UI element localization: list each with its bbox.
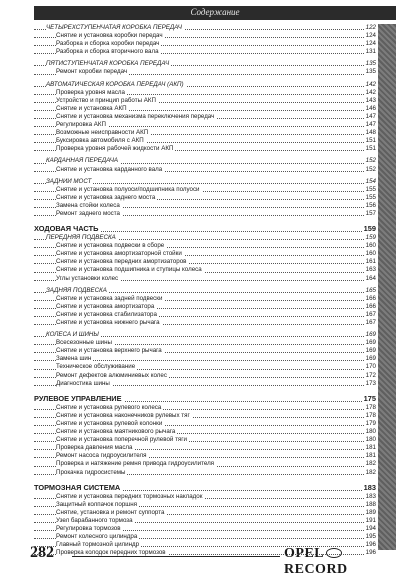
toc-entry-title: Снятие и установка подвески в сборе bbox=[56, 242, 165, 250]
toc-entry-page: 169 bbox=[365, 331, 376, 339]
toc-entry-page: 196 bbox=[365, 541, 376, 549]
toc-entry bbox=[34, 250, 376, 258]
toc-entry bbox=[34, 517, 376, 525]
toc-entry bbox=[34, 113, 376, 121]
toc-entry bbox=[34, 339, 376, 347]
toc-entry-title: Снятие и установка рулевой колонки bbox=[56, 419, 163, 427]
toc-section bbox=[34, 81, 376, 89]
toc-section bbox=[34, 60, 376, 68]
toc-entry-page: 135 bbox=[365, 68, 376, 76]
toc-entry-title: ЗАДНЯЯ ПОДВЕСКА bbox=[46, 286, 107, 294]
toc-entry bbox=[34, 303, 376, 311]
toc-entry bbox=[34, 186, 376, 194]
toc-entry-title: Снятие и установка карданного вала bbox=[56, 165, 163, 173]
toc-entry-title: Снятие и установка передних тормозных накладок bbox=[56, 492, 203, 500]
toc-entry bbox=[34, 311, 376, 319]
toc-entry-title: Снятие и установка задней подвески bbox=[56, 294, 163, 302]
toc-entry-title: Защитный колпачок поршня bbox=[56, 500, 138, 508]
toc-entry-page: 154 bbox=[365, 177, 376, 185]
toc-entry-page: 157 bbox=[365, 209, 376, 217]
toc-entry-page: 172 bbox=[365, 371, 376, 379]
toc-entry-page: 143 bbox=[365, 96, 376, 104]
toc-entry-title: Проверка уровня масла bbox=[56, 88, 125, 96]
toc-entry-title: Ремонт коробки передач bbox=[56, 68, 128, 76]
toc-entry-title: Снятие и установка нижнего рычага bbox=[56, 319, 160, 326]
toc-entry bbox=[34, 525, 376, 533]
toc-entry bbox=[34, 355, 376, 363]
toc-entry bbox=[34, 509, 376, 517]
toc-entry-title: Диагностика шины bbox=[56, 379, 110, 387]
toc-entry-page: 179 bbox=[365, 419, 376, 427]
toc-entry-page: 181 bbox=[365, 452, 376, 460]
toc-entry-page: 196 bbox=[365, 549, 376, 557]
toc-entry-title: Снятие и установка полуоси/подшипника полуоси bbox=[56, 185, 200, 193]
toc-entry-title: Снятие и установка наконечников рулевых тяг bbox=[56, 411, 190, 419]
toc-entry-page: 182 bbox=[365, 468, 376, 476]
toc-entry-title: Снятие и установка АКП bbox=[56, 104, 127, 112]
toc-entry-page: 182 bbox=[365, 460, 376, 468]
toc-entry-title: ХОДОВАЯ ЧАСТЬ bbox=[34, 224, 99, 234]
toc-entry-title: Ремонт насоса гидроусилителя bbox=[56, 452, 147, 460]
toc-entry-title: Регулировка АКП bbox=[56, 121, 106, 129]
toc-section bbox=[34, 287, 376, 295]
toc-entry-page: 159 bbox=[365, 234, 376, 242]
toc-entry-title: Ремонт колесного цилиндра bbox=[56, 533, 138, 541]
toc-entry-page: 165 bbox=[365, 286, 376, 294]
toc-entry-page: 170 bbox=[365, 363, 376, 371]
toc-entry bbox=[34, 501, 376, 509]
toc-entry-page: 155 bbox=[365, 185, 376, 193]
toc-entry bbox=[34, 40, 376, 48]
toc-entry-title: Замена стойки колеса bbox=[56, 201, 120, 209]
toc-entry-title: Углы установки колес bbox=[56, 274, 119, 282]
toc-entry-page: 167 bbox=[365, 310, 376, 318]
toc-entry-page: 191 bbox=[365, 516, 376, 524]
toc-section bbox=[34, 157, 376, 165]
toc-entry-title: Разборка и сборка вторичного вала bbox=[56, 48, 159, 56]
toc-entry-page: 189 bbox=[365, 508, 376, 516]
toc-entry-page: 135 bbox=[365, 60, 376, 68]
toc-entry bbox=[34, 275, 376, 283]
toc-entry-page: 159 bbox=[363, 224, 376, 234]
toc-entry-page: 122 bbox=[365, 24, 376, 31]
toc-entry bbox=[34, 319, 376, 327]
toc-entry-page: 188 bbox=[365, 500, 376, 508]
toc-entry bbox=[34, 258, 376, 266]
toc-entry-title: Снятие и установка маятникового рычага bbox=[56, 428, 176, 436]
logo-text-right: RECORD bbox=[284, 562, 348, 577]
toc-entry bbox=[34, 242, 376, 250]
toc-entry-title: Снятие и установка рулевого колеса bbox=[56, 403, 162, 411]
toc-entry-title: Проверка колодок передних тормозов bbox=[56, 549, 166, 557]
toc-entry-page: 180 bbox=[365, 436, 376, 444]
toc-entry bbox=[34, 210, 376, 218]
toc-entry bbox=[34, 436, 376, 444]
toc-entry bbox=[34, 295, 376, 303]
toc-entry bbox=[34, 266, 376, 274]
toc-entry bbox=[34, 202, 376, 210]
toc-entry-page: 183 bbox=[363, 482, 376, 492]
decorative-side-strip bbox=[378, 24, 396, 550]
toc-entry-title: Снятие и установка поперечной рулевой тяги bbox=[56, 436, 187, 444]
toc-entry-page: 166 bbox=[365, 302, 376, 310]
toc-entry-title: Замена шин bbox=[56, 355, 92, 363]
toc-entry-page: 152 bbox=[365, 165, 376, 173]
footer-rule bbox=[72, 556, 280, 557]
toc-entry-title: ЧЕТЫРЕХСТУПЕНЧАТАЯ КОРОБКА ПЕРЕДАЧ bbox=[46, 24, 182, 31]
toc-entry-page: 161 bbox=[365, 258, 376, 266]
toc-entry-title: ЗАДНИЙ МОСТ bbox=[46, 177, 92, 185]
toc-entry-title: Снятие и установка механизма переключения передач bbox=[56, 112, 215, 120]
toc-entry-title: Ремонт заднего моста bbox=[56, 209, 120, 217]
toc-entry bbox=[34, 145, 376, 153]
toc-entry-title: КАРДАННАЯ ПЕРЕДАЧА bbox=[46, 157, 118, 165]
toc-entry-page: 181 bbox=[365, 444, 376, 452]
toc-chapter bbox=[34, 394, 376, 404]
toc-entry bbox=[34, 48, 376, 56]
toc-entry-page: 178 bbox=[365, 403, 376, 411]
toc-entry bbox=[34, 404, 376, 412]
toc-section bbox=[34, 178, 376, 186]
toc-entry bbox=[34, 380, 376, 388]
toc-entry-title: Снятие и установка подшипника и ступицы колеса bbox=[56, 266, 202, 274]
toc-entry bbox=[34, 460, 376, 468]
toc-entry-title: Разборка и сборка коробки передач bbox=[56, 40, 160, 48]
toc-entry bbox=[34, 166, 376, 174]
toc-entry bbox=[34, 452, 376, 460]
toc-entry-title: Буксировка автомобиля с АКП bbox=[56, 137, 144, 145]
toc-entry bbox=[34, 68, 376, 76]
toc-entry-page: 175 bbox=[363, 393, 376, 403]
toc-section bbox=[34, 331, 376, 339]
toc-entry-page: 148 bbox=[365, 129, 376, 137]
toc-entry bbox=[34, 420, 376, 428]
brand-logo bbox=[284, 546, 406, 578]
toc-entry-page: 173 bbox=[365, 379, 376, 387]
toc-entry-page: 155 bbox=[365, 193, 376, 201]
toc-entry bbox=[34, 97, 376, 105]
toc-entry-title: ПЯТИСТУПЕНЧАТАЯ КОРОБКА ПЕРЕДАЧ bbox=[46, 60, 170, 68]
toc-entry-title: Проверка и натяжение ремня привода гидроусилителя bbox=[56, 460, 215, 468]
toc-entry-title: Прокачка гидросистемы bbox=[56, 468, 126, 476]
toc-entry-page: 169 bbox=[365, 347, 376, 355]
toc-entry-page: 178 bbox=[365, 411, 376, 419]
toc-entry bbox=[34, 444, 376, 452]
page-number: 282 bbox=[30, 544, 54, 561]
logo-text-left: OPEL bbox=[284, 546, 325, 561]
toc-entry-page: 147 bbox=[365, 112, 376, 120]
toc-entry-page: 169 bbox=[365, 339, 376, 347]
toc-entry bbox=[34, 137, 376, 145]
toc-entry-page: 124 bbox=[365, 32, 376, 40]
toc-entry-title: Снятие и установка коробки передач bbox=[56, 32, 163, 40]
toc-entry-page: 160 bbox=[365, 242, 376, 250]
toc-entry bbox=[34, 412, 376, 420]
toc-entry-title: Проверка давления масла bbox=[56, 444, 133, 452]
toc-entry bbox=[34, 121, 376, 129]
header-title: Содержание bbox=[190, 7, 240, 17]
toc-entry-page: 167 bbox=[365, 319, 376, 326]
toc-entry-page: 146 bbox=[365, 104, 376, 112]
toc-entry-title: РУЛЕВОЕ УПРАВЛЕНИЕ bbox=[34, 393, 122, 403]
toc-entry-page: 195 bbox=[365, 533, 376, 541]
table-of-contents bbox=[34, 24, 376, 557]
toc-entry-title: Главный тормозной цилиндр bbox=[56, 541, 140, 549]
toc-entry bbox=[34, 493, 376, 501]
toc-entry-title: Ремонт дефектов алюминиевых колес bbox=[56, 371, 167, 379]
toc-entry-title: Снятие и установка заднего моста bbox=[56, 193, 156, 201]
toc-entry-page: 151 bbox=[365, 145, 376, 153]
toc-entry-page: 160 bbox=[365, 250, 376, 258]
toc-entry-title: Регулировка тормозов bbox=[56, 524, 121, 532]
toc-entry-title: Всесезонные шины bbox=[56, 339, 112, 347]
toc-entry-page: 194 bbox=[365, 524, 376, 532]
toc-entry-title: Снятие и установка амортизаторной стойки bbox=[56, 250, 182, 258]
toc-entry-title: АВТОМАТИЧЕСКАЯ КОРОБКА ПЕРЕДАЧ (АКП) bbox=[46, 80, 184, 88]
toc-entry-page: 142 bbox=[365, 88, 376, 96]
toc-entry bbox=[34, 89, 376, 97]
toc-entry bbox=[34, 105, 376, 113]
toc-entry bbox=[34, 194, 376, 202]
toc-entry bbox=[34, 363, 376, 371]
toc-chapter bbox=[34, 483, 376, 493]
toc-entry-title: Устройство и принцип работы АКП bbox=[56, 96, 156, 104]
toc-section bbox=[34, 234, 376, 242]
toc-entry-title: Снятие и установка стабилизатора bbox=[56, 310, 157, 318]
toc-entry-title: Снятие и установка передних амортизаторов bbox=[56, 258, 187, 266]
toc-entry-page: 152 bbox=[365, 157, 376, 165]
toc-entry-page: 151 bbox=[365, 137, 376, 145]
toc-entry bbox=[34, 428, 376, 436]
toc-entry bbox=[34, 372, 376, 380]
toc-entry-page: 163 bbox=[365, 266, 376, 274]
toc-entry-title: Проверка уровня рабочей жидкости АКП bbox=[56, 145, 174, 153]
toc-entry bbox=[34, 533, 376, 541]
toc-entry-title: Снятие, установка и ремонт суппорта bbox=[56, 508, 165, 516]
toc-entry-page: 147 bbox=[365, 121, 376, 129]
header-bar bbox=[34, 6, 396, 20]
toc-entry-title: КОЛЕСА И ШИНЫ bbox=[46, 331, 99, 339]
toc-entry-page: 142 bbox=[365, 80, 376, 88]
toc-entry bbox=[34, 32, 376, 40]
opel-badge-icon bbox=[326, 548, 342, 558]
toc-entry-page: 131 bbox=[365, 48, 376, 56]
toc-entry-page: 164 bbox=[365, 274, 376, 282]
toc-entry-page: 169 bbox=[365, 355, 376, 363]
toc-entry-title: ТОРМОЗНАЯ СИСТЕМА bbox=[34, 482, 121, 492]
toc-chapter bbox=[34, 224, 376, 234]
toc-entry bbox=[34, 469, 376, 477]
toc-entry-title: Возможные неисправности АКП bbox=[56, 129, 149, 137]
toc-entry-title: Снятие и установка амортизатора bbox=[56, 302, 155, 310]
toc-entry-title: Техническое обслуживание bbox=[56, 363, 136, 371]
toc-entry-page: 166 bbox=[365, 294, 376, 302]
toc-section bbox=[34, 24, 376, 32]
toc-entry bbox=[34, 347, 376, 355]
toc-entry-page: 156 bbox=[365, 201, 376, 209]
toc-entry-title: ПЕРЕДНЯЯ ПОДВЕСКА bbox=[46, 234, 116, 242]
toc-entry-page: 183 bbox=[365, 492, 376, 500]
toc-entry-title: Снятие и установка верхнего рычага bbox=[56, 347, 162, 355]
toc-entry-page: 124 bbox=[365, 40, 376, 48]
toc-entry bbox=[34, 129, 376, 137]
toc-entry-page: 180 bbox=[365, 428, 376, 436]
toc-entry-title: Узел барабанного тормоза bbox=[56, 516, 133, 524]
